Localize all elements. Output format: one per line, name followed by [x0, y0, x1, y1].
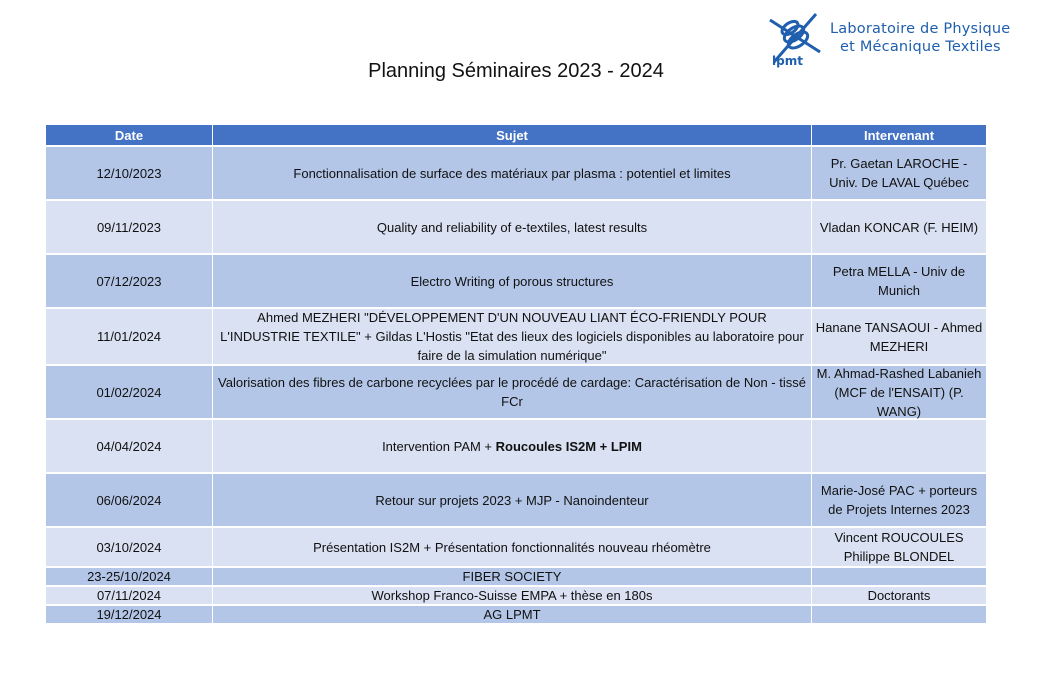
date-cell: 09/11/2023: [46, 201, 212, 253]
intervenant-cell: [812, 606, 986, 623]
table-row: [46, 474, 986, 526]
intervenant-cell: M. Ahmad-Rashed Labanieh (MCF de l'ENSAIT) (P. WANG): [812, 366, 986, 418]
table-row: [46, 309, 986, 364]
sujet-cell: AG LPMT: [213, 606, 811, 623]
table-row: [46, 147, 986, 199]
sujet-cell: Ahmed MEZHERI "DÉVELOPPEMENT D'UN NOUVEAU LIANT ÉCO-FRIENDLY POUR L'INDUSTRIE TEXTILE" + Gildas L'Hostis "Etat des lieux des logiciels disponibles au laboratoire pour faire de la simulation numérique": [213, 309, 811, 364]
logo-short-text: lpmt: [772, 54, 803, 68]
date-cell: 12/10/2023: [46, 147, 212, 199]
table-row: [46, 420, 986, 472]
sujet-cell: Valorisation des fibres de carbone recyclées par le procédé de cardage: Caractérisation de Non - tissé FCr: [213, 366, 811, 418]
sujet-cell: FIBER SOCIETY: [213, 568, 811, 585]
table-row: [46, 201, 986, 253]
logo-text-line1: Laboratoire de Physique: [830, 21, 1011, 37]
date-cell: 07/12/2023: [46, 255, 212, 307]
sujet-plain-text: Intervention PAM +: [382, 438, 496, 454]
page-title: Planning Séminaires 2023 - 2024: [368, 60, 664, 82]
date-cell: 23-25/10/2024: [46, 568, 212, 585]
date-cell: 07/11/2024: [46, 587, 212, 604]
sujet-cell: Présentation IS2M + Présentation fonctionnalités nouveau rhéomètre: [213, 528, 811, 566]
intervenant-cell: [812, 420, 986, 472]
sujet-cell: [213, 420, 811, 472]
intervenant-line: Philippe BLONDEL: [843, 549, 955, 564]
sujet-cell: Fonctionnalisation de surface des matériaux par plasma : potentiel et limites: [213, 147, 811, 199]
table-row: [46, 528, 986, 566]
date-cell: 19/12/2024: [46, 606, 212, 623]
intervenant-cell: Vladan KONCAR (F. HEIM): [812, 201, 986, 253]
sujet-cell: Workshop Franco-Suisse EMPA + thèse en 180s: [213, 587, 811, 604]
column-header-sujet: Sujet: [213, 125, 811, 145]
sujet-cell: Quality and reliability of e-textiles, latest results: [213, 201, 811, 253]
intervenant-cell: Hanane TANSAOUI - Ahmed MEZHERI: [812, 309, 986, 364]
intervenant-line: Vincent ROUCOULES: [834, 530, 964, 545]
table-row: [46, 606, 986, 623]
sujet-cell: Electro Writing of porous structures: [213, 255, 811, 307]
intervenant-cell: Marie-José PAC + porteurs de Projets Internes 2023: [812, 474, 986, 526]
sujet-cell: Retour sur projets 2023 + MJP - Nanoindenteur: [213, 474, 811, 526]
date-cell: 06/06/2024: [46, 474, 212, 526]
date-cell: 04/04/2024: [46, 420, 212, 472]
intervenant-cell: [812, 528, 986, 566]
date-cell: 11/01/2024: [46, 309, 212, 364]
table-row: [46, 255, 986, 307]
intervenant-cell: [812, 568, 986, 585]
table-row: [46, 366, 986, 418]
date-cell: 01/02/2024: [46, 366, 212, 418]
intervenant-cell: Petra MELLA - Univ de Munich: [812, 255, 986, 307]
intervenant-cell: Pr. Gaetan LAROCHE - Univ. De LAVAL Québec: [812, 147, 986, 199]
table-row: [46, 587, 986, 604]
intervenant-cell: Doctorants: [812, 587, 986, 604]
table-row: [46, 568, 986, 585]
column-header-intervenant: Intervenant: [812, 125, 986, 145]
logo-text-line2: et Mécanique Textiles: [840, 39, 1001, 55]
date-cell: 03/10/2024: [46, 528, 212, 566]
seminar-table: [46, 125, 986, 623]
table-header-row: [46, 125, 986, 145]
sujet-bold-text: Roucoules IS2M + LPIM: [495, 438, 642, 454]
column-header-date: Date: [46, 125, 212, 145]
